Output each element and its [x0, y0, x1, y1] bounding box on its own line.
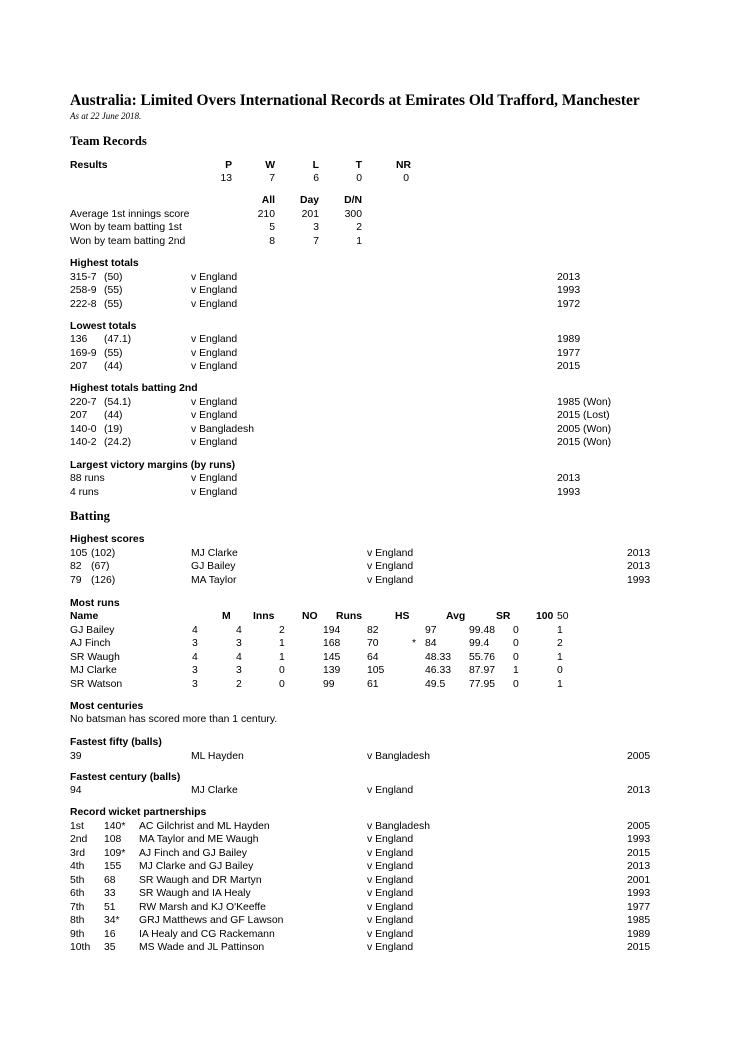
results-header-t: T [355, 160, 362, 171]
table-row [0, 651, 746, 664]
partnership-runs: 155 [104, 861, 122, 872]
opponent: v England [367, 861, 414, 872]
col-m: M [222, 611, 231, 622]
col-value-7: 48.33 [425, 652, 452, 663]
opponent: v England [191, 299, 238, 310]
opponent: v England [367, 942, 414, 953]
list-item [0, 360, 746, 373]
score: 140-0 [70, 424, 97, 435]
col-value-7: 46.33 [425, 665, 452, 676]
col-value-8: 87.97 [469, 665, 496, 676]
table-row [0, 833, 746, 846]
innings-day: 3 [313, 222, 319, 233]
year: 1989 [627, 929, 651, 940]
overs: (44) [104, 361, 123, 372]
partnership-runs: 33 [104, 888, 116, 899]
opponent: v England [191, 272, 238, 283]
most-runs-header-row [0, 610, 746, 623]
table-row [0, 901, 746, 914]
highest-totals-heading: Highest totals [70, 258, 139, 269]
year: 2005 [627, 751, 651, 762]
opponent: v England [367, 929, 414, 940]
list-item [0, 298, 746, 311]
wicket: 8th [70, 915, 85, 926]
results-value-l: 6 [313, 173, 319, 184]
score: 222-8 [70, 299, 97, 310]
player-name: SR Waugh [70, 652, 120, 663]
opponent: v England [191, 361, 238, 372]
batting-pair: MS Wade and JL Pattinson [139, 942, 265, 953]
not-outs: 0 [279, 665, 285, 676]
year: 1972 [557, 299, 581, 310]
list-item [0, 284, 746, 297]
results-header-w: W [265, 160, 275, 171]
list-item [0, 574, 746, 587]
margin: 88 runs [70, 473, 105, 484]
lowest-totals-heading: Lowest totals [70, 321, 137, 332]
partnership-runs: 140* [104, 821, 126, 832]
list-item [0, 472, 746, 485]
wicket: 10th [70, 942, 91, 953]
year-result: 1985 (Won) [557, 397, 612, 408]
opponent: v England [191, 437, 238, 448]
fastest-century-row [0, 784, 746, 797]
col-value-10: 0 [557, 665, 563, 676]
year-result: 2015 (Won) [557, 437, 612, 448]
batting-pair: IA Healy and CG Rackemann [139, 929, 275, 940]
not-outs: 0 [279, 679, 285, 690]
year: 2005 [627, 821, 651, 832]
opponent: v England [367, 785, 414, 796]
year: 1993 [557, 285, 581, 296]
list-item [0, 409, 746, 422]
col-value-10: 1 [557, 652, 563, 663]
col-value-9: 1 [513, 665, 519, 676]
year-result: 2005 (Won) [557, 424, 612, 435]
balls: 39 [70, 751, 82, 762]
team-records-heading: Team Records [70, 134, 147, 148]
wicket: 6th [70, 888, 85, 899]
innings-all: 5 [269, 222, 275, 233]
col-no: NO [302, 611, 318, 622]
opponent: v England [367, 561, 414, 572]
high-score: 70 [367, 638, 379, 649]
partnership-runs: 109* [104, 848, 126, 859]
innings-label: Average 1st innings score [70, 209, 190, 220]
as-at-date: As at 22 June 2018. [70, 111, 142, 121]
opponent: v England [191, 397, 238, 408]
overs: (19) [104, 424, 123, 435]
batting-pair: MA Taylor and ME Waugh [139, 834, 259, 845]
year: 2015 [557, 361, 581, 372]
opponent: v England [367, 915, 414, 926]
list-item [0, 423, 746, 436]
opponent: v England [367, 834, 414, 845]
batting-pair: AC Gilchrist and ML Hayden [139, 821, 270, 832]
balls: (126) [91, 575, 116, 586]
innings: 4 [236, 652, 242, 663]
list-item [0, 347, 746, 360]
partnership-runs: 51 [104, 902, 116, 913]
batting-pair: MJ Clarke and GJ Bailey [139, 861, 254, 872]
score: 258-9 [70, 285, 97, 296]
most-centuries-text: No batsman has scored more than 1 century. [70, 714, 278, 725]
overs: (55) [104, 299, 123, 310]
innings-all: 210 [257, 209, 275, 220]
runs: 194 [323, 625, 341, 636]
runs: 145 [323, 652, 341, 663]
innings-row [0, 221, 746, 234]
batting-pair: SR Waugh and IA Healy [139, 888, 251, 899]
col-avg: Avg [446, 611, 466, 622]
results-header-p: P [225, 160, 232, 171]
list-item [0, 560, 746, 573]
partnership-runs: 34* [104, 915, 120, 926]
overs: (55) [104, 348, 123, 359]
balls: (67) [91, 561, 110, 572]
score: 315-7 [70, 272, 97, 283]
col-value-9: 0 [513, 652, 519, 663]
year: 1977 [627, 902, 651, 913]
overs: (55) [104, 285, 123, 296]
innings-day: 7 [313, 236, 319, 247]
player: ML Hayden [191, 751, 244, 762]
innings-day: 201 [301, 209, 319, 220]
matches: 4 [192, 652, 198, 663]
table-row [0, 941, 746, 954]
balls: (102) [91, 548, 116, 559]
innings-label: Won by team batting 1st [70, 222, 182, 233]
opponent: v England [191, 285, 238, 296]
opponent: v England [367, 875, 414, 886]
col-value-9: 0 [513, 638, 519, 649]
results-label: Results [70, 160, 108, 171]
table-row [0, 664, 746, 677]
highest-2nd-heading: Highest totals batting 2nd [70, 383, 198, 394]
score: 140-2 [70, 437, 97, 448]
year: 2013 [557, 473, 581, 484]
innings: 4 [236, 625, 242, 636]
year: 2015 [627, 942, 651, 953]
score: 220-7 [70, 397, 97, 408]
year: 1993 [627, 888, 651, 899]
high-score: 64 [367, 652, 379, 663]
year: 2001 [627, 875, 651, 886]
year: 1993 [627, 575, 651, 586]
wicket: 9th [70, 929, 85, 940]
player: GJ Bailey [191, 561, 236, 572]
year: 1993 [557, 487, 581, 498]
wicket: 2nd [70, 834, 88, 845]
list-item [0, 396, 746, 409]
player-name: GJ Bailey [70, 625, 115, 636]
col-hs: HS [395, 611, 410, 622]
fastest-century-heading: Fastest century (balls) [70, 772, 181, 783]
year: 1989 [557, 334, 581, 345]
year: 1985 [627, 915, 651, 926]
year-result: 2015 (Lost) [557, 410, 610, 421]
col-name: Name [70, 611, 99, 622]
overs: (54.1) [104, 397, 132, 408]
table-row [0, 847, 746, 860]
runs: 168 [323, 638, 341, 649]
results-value-nr: 0 [403, 173, 409, 184]
col-runs: Runs [336, 611, 362, 622]
col-sr: SR [496, 611, 511, 622]
matches: 4 [192, 625, 198, 636]
most-runs-heading: Most runs [70, 598, 120, 609]
innings-row [0, 208, 746, 221]
table-row [0, 928, 746, 941]
partnership-runs: 35 [104, 942, 116, 953]
high-score: 105 [367, 665, 385, 676]
results-header-nr: NR [395, 160, 411, 171]
margin: 4 runs [70, 487, 99, 498]
col-value-8: 99.4 [469, 638, 490, 649]
col-100: 100 [536, 611, 554, 622]
fastest-fifty-heading: Fastest fifty (balls) [70, 737, 162, 748]
matches: 3 [192, 665, 198, 676]
table-row [0, 860, 746, 873]
col-value-10: 1 [557, 679, 563, 690]
opponent: v England [191, 348, 238, 359]
results-values-row [0, 172, 746, 185]
opponent: v England [367, 548, 414, 559]
runs: 82 [70, 561, 82, 572]
innings-header-dn: D/N [344, 195, 362, 206]
opponent: v England [191, 487, 238, 498]
col-50: 50 [557, 611, 569, 622]
opponent: v Bangladesh [367, 821, 430, 832]
opponent: v England [367, 888, 414, 899]
col-value-10: 1 [557, 625, 563, 636]
partnership-runs: 108 [104, 834, 122, 845]
partnerships-heading: Record wicket partnerships [70, 807, 207, 818]
runs: 139 [323, 665, 341, 676]
innings-header-all: All [261, 195, 275, 206]
col-value-9: 0 [513, 679, 519, 690]
player-name: AJ Finch [70, 638, 111, 649]
innings-header-row [0, 194, 746, 207]
results-header-row [0, 159, 746, 172]
table-row [0, 887, 746, 900]
col-inns: Inns [253, 611, 275, 622]
batting-heading: Batting [70, 509, 110, 523]
innings-dn: 2 [356, 222, 362, 233]
table-row [0, 624, 746, 637]
year: 2013 [627, 785, 651, 796]
results-value-p: 13 [220, 173, 232, 184]
results-header-l: L [312, 160, 319, 171]
list-item [0, 333, 746, 346]
wicket: 3rd [70, 848, 86, 859]
partnership-runs: 68 [104, 875, 116, 886]
runs: 99 [323, 679, 335, 690]
not-outs: 1 [279, 652, 285, 663]
table-row [0, 874, 746, 887]
player-name: MJ Clarke [70, 665, 117, 676]
year: 2013 [627, 561, 651, 572]
score: 169-9 [70, 348, 97, 359]
results-value-t: 0 [356, 173, 362, 184]
innings-all: 8 [269, 236, 275, 247]
most-centuries-heading: Most centuries [70, 701, 144, 712]
batting-pair: GRJ Matthews and GF Lawson [139, 915, 284, 926]
col-value-8: 99.48 [469, 625, 496, 636]
balls: 94 [70, 785, 82, 796]
wicket: 1st [70, 821, 84, 832]
results-value-w: 7 [269, 173, 275, 184]
col-value-10: 2 [557, 638, 563, 649]
wicket: 7th [70, 902, 85, 913]
score: 136 [70, 334, 88, 345]
table-row [0, 678, 746, 691]
high-score: 61 [367, 679, 379, 690]
innings-label: Won by team batting 2nd [70, 236, 186, 247]
opponent: v Bangladesh [191, 424, 254, 435]
wicket: 4th [70, 861, 85, 872]
highest-scores-heading: Highest scores [70, 534, 145, 545]
year: 1977 [557, 348, 581, 359]
player: MA Taylor [191, 575, 237, 586]
player-name: SR Watson [70, 679, 123, 690]
col-value-7: 49.5 [425, 679, 446, 690]
innings-dn: 300 [344, 209, 362, 220]
opponent: v Bangladesh [367, 751, 430, 762]
innings: 2 [236, 679, 242, 690]
year: 2013 [557, 272, 581, 283]
not-out-marker: * [412, 638, 417, 649]
col-value-7: 84 [425, 638, 437, 649]
innings: 3 [236, 638, 242, 649]
opponent: v England [367, 575, 414, 586]
matches: 3 [192, 638, 198, 649]
opponent: v England [191, 334, 238, 345]
opponent: v England [367, 902, 414, 913]
fastest-fifty-row [0, 750, 746, 763]
innings-dn: 1 [356, 236, 362, 247]
col-value-7: 97 [425, 625, 437, 636]
victory-margins-heading: Largest victory margins (by runs) [70, 460, 236, 471]
not-outs: 2 [279, 625, 285, 636]
opponent: v England [367, 848, 414, 859]
opponent: v England [191, 473, 238, 484]
opponent: v England [191, 410, 238, 421]
player: MJ Clarke [191, 785, 238, 796]
year: 2013 [627, 861, 651, 872]
page-title: Australia: Limited Overs International Records at Emirates Old Trafford, Manchester [70, 92, 640, 109]
player: MJ Clarke [191, 548, 238, 559]
year: 1993 [627, 834, 651, 845]
matches: 3 [192, 679, 198, 690]
innings-header-day: Day [299, 195, 319, 206]
list-item [0, 271, 746, 284]
overs: (44) [104, 410, 123, 421]
score: 207 [70, 410, 88, 421]
col-value-8: 77.95 [469, 679, 496, 690]
innings-row [0, 235, 746, 248]
overs: (47.1) [104, 334, 132, 345]
wicket: 5th [70, 875, 85, 886]
year: 2013 [627, 548, 651, 559]
col-value-8: 55.76 [469, 652, 496, 663]
not-outs: 1 [279, 638, 285, 649]
list-item [0, 436, 746, 449]
table-row [0, 820, 746, 833]
high-score: 82 [367, 625, 379, 636]
innings: 3 [236, 665, 242, 676]
list-item [0, 486, 746, 499]
batting-pair: SR Waugh and DR Martyn [139, 875, 262, 886]
overs: (50) [104, 272, 123, 283]
runs: 105 [70, 548, 88, 559]
batting-pair: RW Marsh and KJ O'Keeffe [139, 902, 266, 913]
partnership-runs: 16 [104, 929, 116, 940]
col-value-9: 0 [513, 625, 519, 636]
table-row [0, 914, 746, 927]
table-row [0, 637, 746, 650]
score: 207 [70, 361, 88, 372]
list-item [0, 547, 746, 560]
overs: (24.2) [104, 437, 132, 448]
batting-pair: AJ Finch and GJ Bailey [139, 848, 247, 859]
runs: 79 [70, 575, 82, 586]
year: 2015 [627, 848, 651, 859]
